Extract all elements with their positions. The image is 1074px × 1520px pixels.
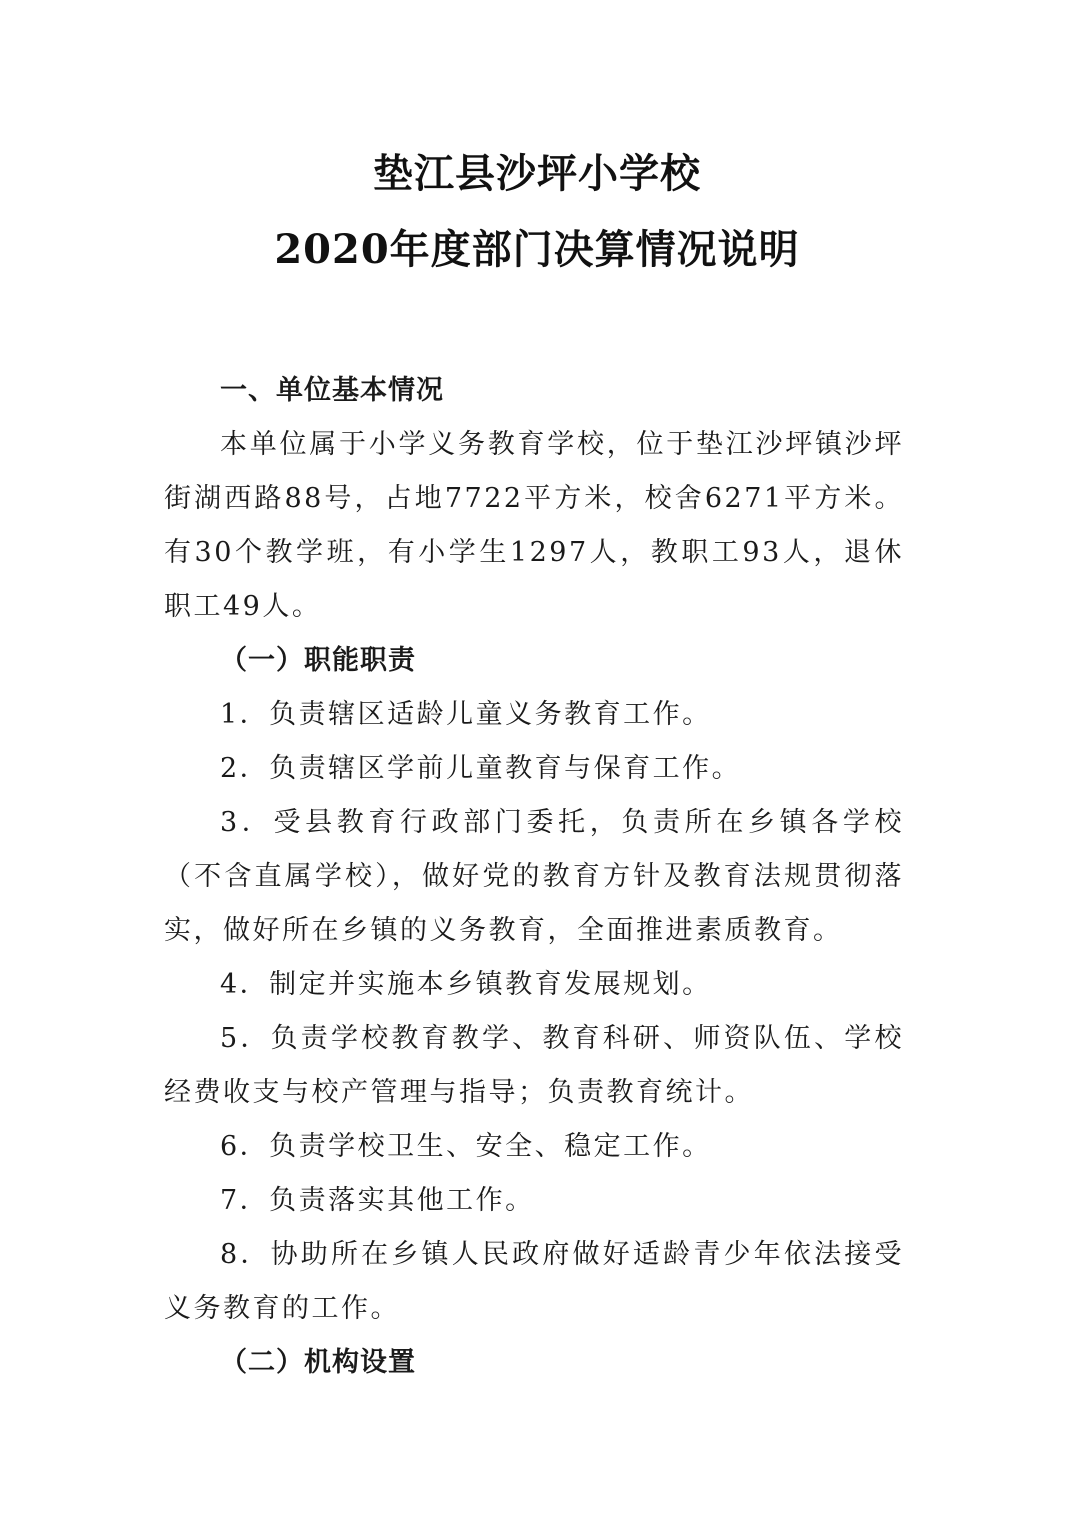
subsection-heading-duties: （一）职能职责 bbox=[220, 645, 416, 676]
duty-item-8: 8．协助所在乡镇人民政府做好适龄青少年依法接受义务教育的工作。 bbox=[164, 1239, 904, 1324]
duty-item-5: 5．负责学校教育教学、教育科研、师资队伍、学校经费收支与校产管理与指导；负责教育统计。 bbox=[164, 1023, 904, 1108]
document-title-report: 2020年度部门决算情况说明 bbox=[274, 226, 800, 273]
duty-item-3: 3．受县教育行政部门委托，负责所在乡镇各学校（不含直属学校），做好党的教育方针及教育法规贯彻落实，做好所在乡镇的义务教育，全面推进素质教育。 bbox=[164, 807, 904, 946]
duty-item-7: 7．负责落实其他工作。 bbox=[220, 1185, 535, 1216]
document-body bbox=[164, 364, 904, 1390]
paragraph-unit-intro: 本单位属于小学义务教育学校，位于垫江沙坪镇沙坪街湖西路88号，占地7722平方米，校舍6271平方米。有30个教学班，有小学生1297人，教职工93人，退休职工49人。 bbox=[164, 429, 904, 622]
section-heading-basic-info: 一、单位基本情况 bbox=[220, 375, 444, 406]
document-title-school: 垫江县沙坪小学校 bbox=[373, 150, 701, 197]
duty-item-1: 1．负责辖区适龄儿童义务教育工作。 bbox=[220, 699, 712, 730]
duty-item-6: 6．负责学校卫生、安全、稳定工作。 bbox=[220, 1131, 712, 1162]
subsection-heading-organization: （二）机构设置 bbox=[220, 1347, 416, 1378]
duty-item-2: 2．负责辖区学前儿童教育与保育工作。 bbox=[220, 753, 742, 784]
duty-item-4: 4．制定并实施本乡镇教育发展规划。 bbox=[220, 969, 712, 1000]
